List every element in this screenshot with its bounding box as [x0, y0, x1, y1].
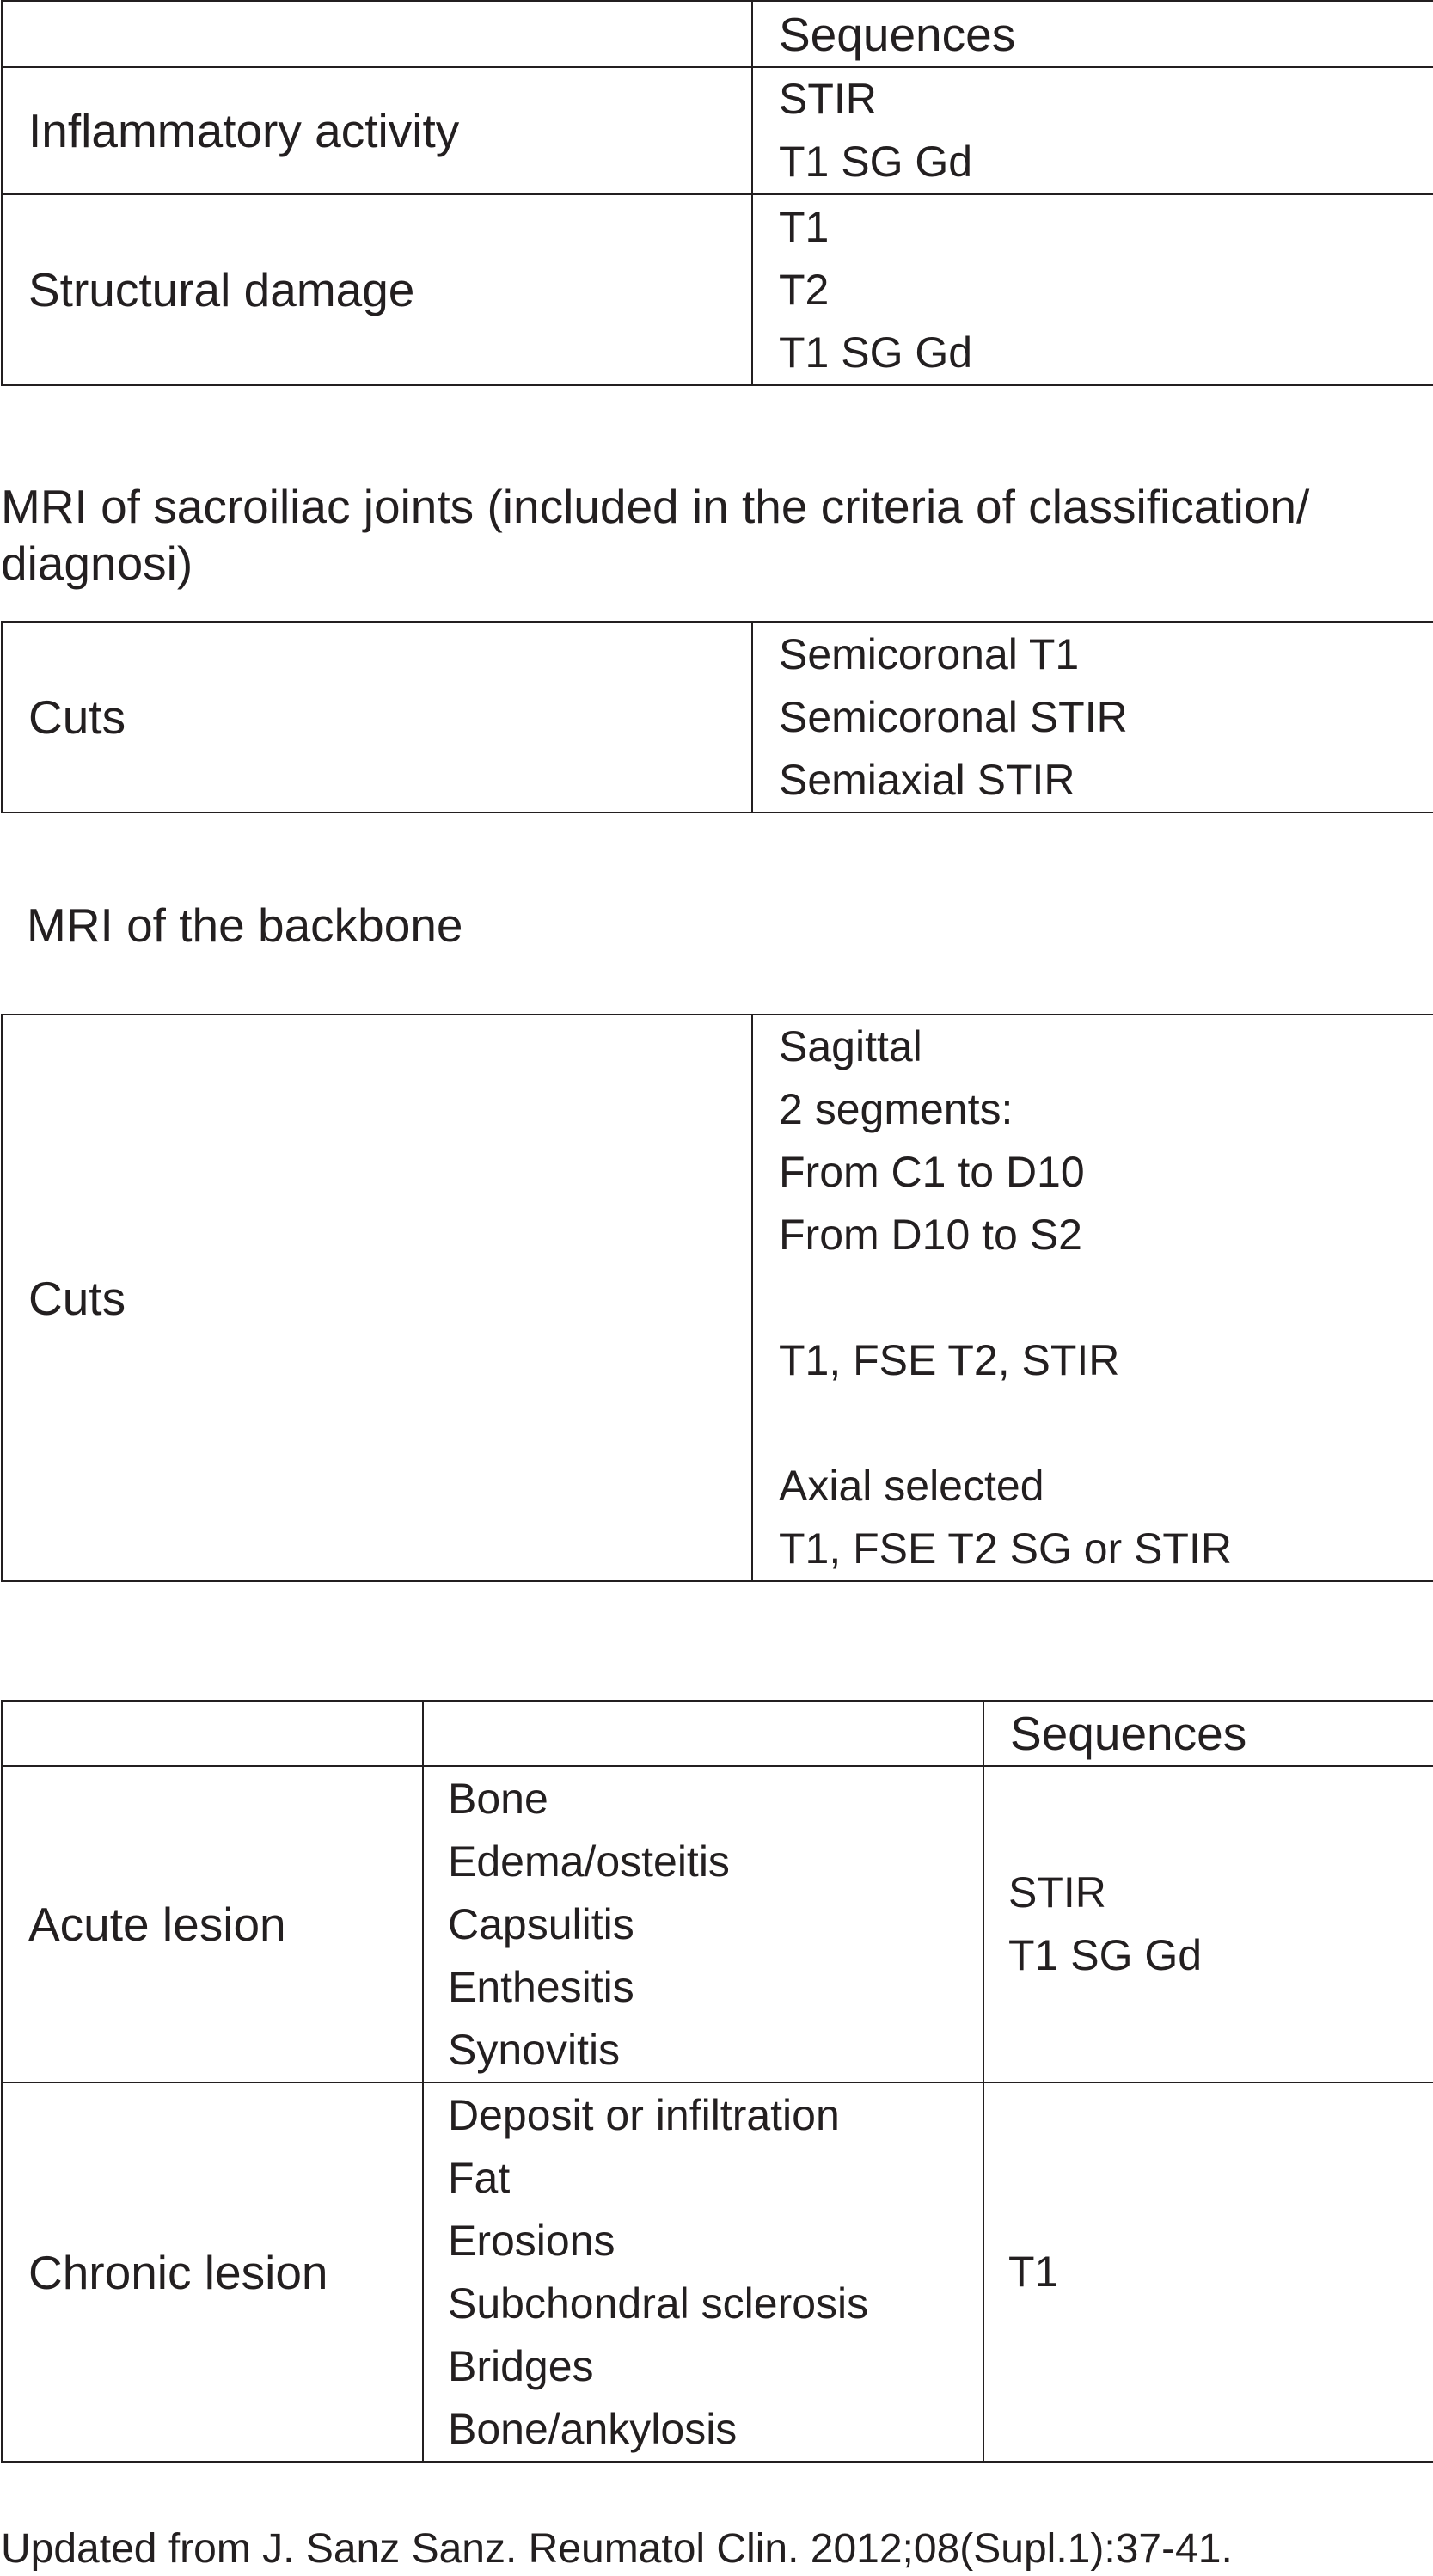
row-sequences: Sagittal 2 segments: From C1 to D10 From D10 to S2 T1, FSE T2, STIR Axial selected T1, FSE T2 SG or STIR [752, 1015, 1433, 1581]
row-sequences: STIR T1 SG Gd [983, 1766, 1433, 2082]
row-label: Cuts [2, 622, 752, 813]
footnote: Updated from J. Sanz Sanz. Reumatol Clin. 2012;08(Supl.1):37-41. [1, 2526, 1233, 2572]
row-sequences: T1 [983, 2082, 1433, 2462]
sacroiliac-heading: MRI of sacroiliac joints (included in the criteria of classification/ diagnosi) [1, 480, 1310, 590]
table-row [2, 1766, 1433, 2082]
table-activity-damage [1, 0, 1433, 386]
table-sacroiliac-cuts [1, 621, 1433, 813]
row-label: Cuts [2, 1015, 752, 1581]
table-header-row [2, 1, 1433, 67]
table-row [2, 194, 1433, 385]
row-sequences: STIR T1 SG Gd [752, 67, 1433, 194]
row-findings: Deposit or infiltration Fat Erosions Subchondral sclerosis Bridges Bone/ankylosis [423, 2082, 983, 2462]
table-row [2, 622, 1433, 813]
table-row [2, 1015, 1433, 1581]
row-sequences: Semicoronal T1 Semicoronal STIR Semiaxial STIR [752, 622, 1433, 813]
sequences-header: Sequences [752, 1, 1433, 67]
row-label: Inflammatory activity [2, 67, 752, 194]
empty-header-cell [2, 1, 752, 67]
table-lesions [1, 1700, 1433, 2463]
sequences-header: Sequences [983, 1701, 1433, 1766]
table-backbone-cuts [1, 1014, 1433, 1582]
row-findings: Bone Edema/osteitis Capsulitis Enthesitis Synovitis [423, 1766, 983, 2082]
row-sequences: T1 T2 T1 SG Gd [752, 194, 1433, 385]
table-row [2, 67, 1433, 194]
empty-header-cell [423, 1701, 983, 1766]
row-label: Structural damage [2, 194, 752, 385]
table-row [2, 2082, 1433, 2462]
table-header-row [2, 1701, 1433, 1766]
row-label: Acute lesion [2, 1766, 423, 2082]
row-label: Chronic lesion [2, 2082, 423, 2462]
empty-header-cell [2, 1701, 423, 1766]
backbone-heading: MRI of the backbone [27, 899, 463, 952]
